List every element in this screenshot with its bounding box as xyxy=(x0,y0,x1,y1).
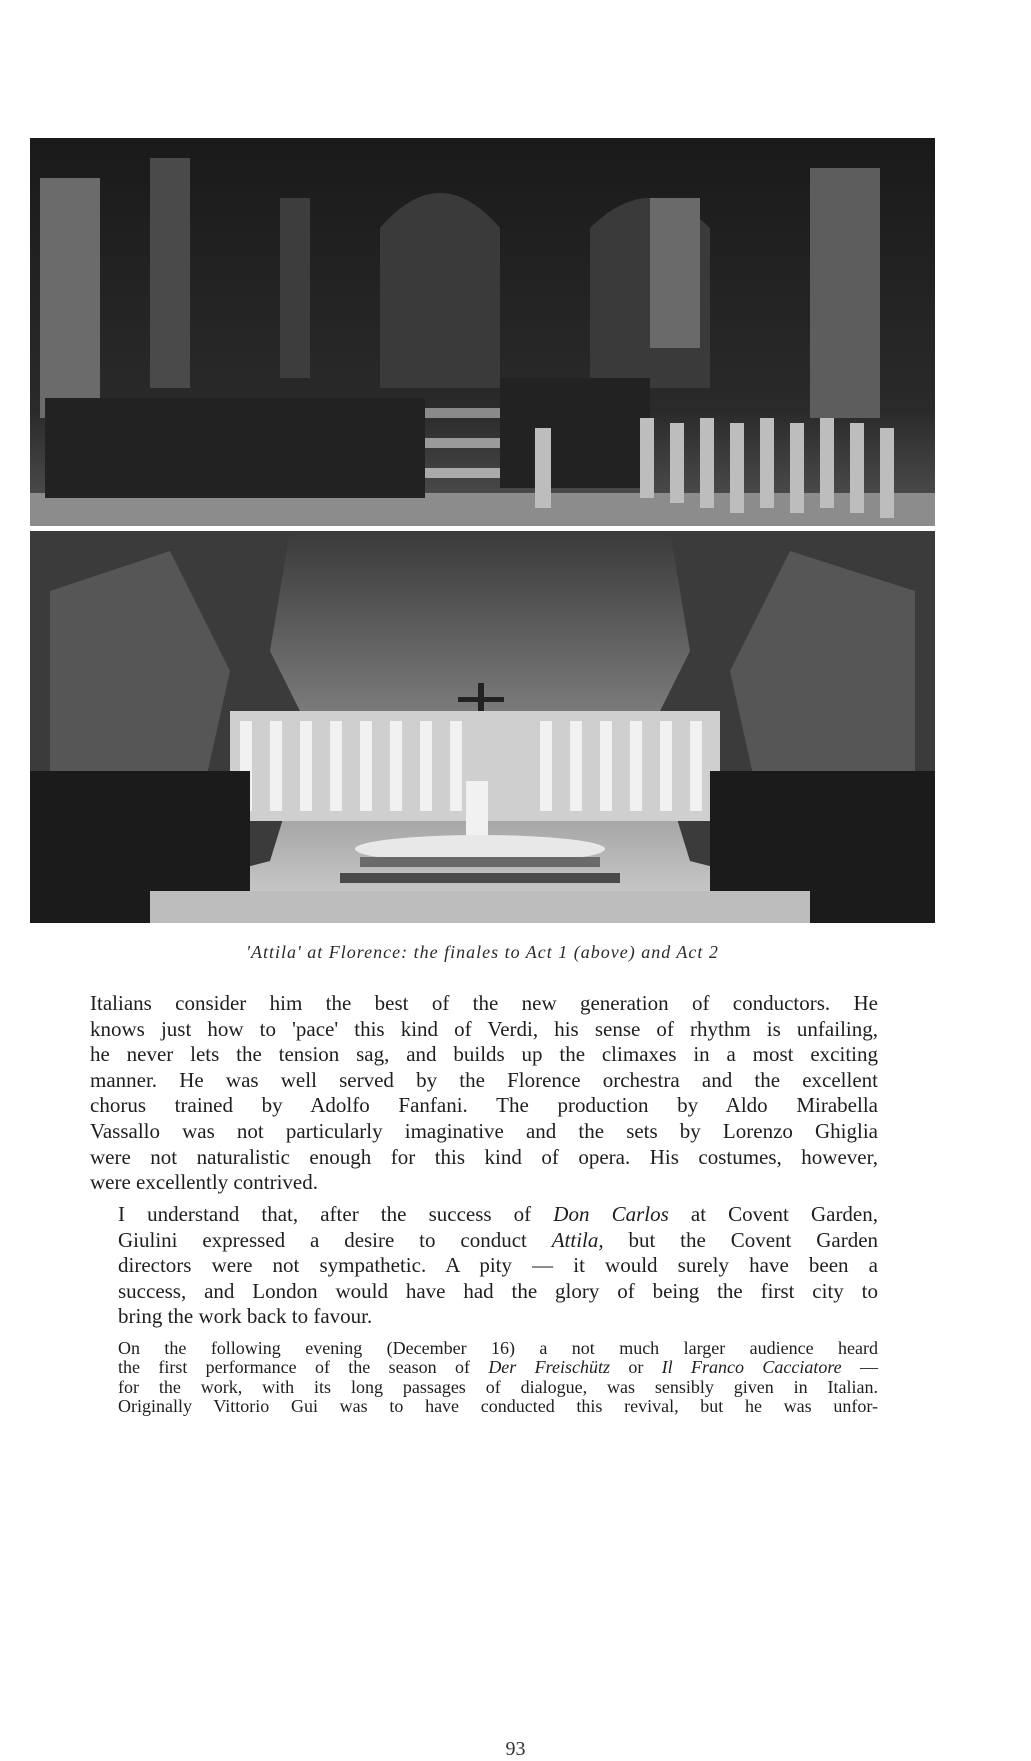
page-number: 93 xyxy=(505,1738,526,1760)
body-paragraph-3 xyxy=(90,1339,878,1417)
text-line: Originally Vittorio Gui was to have conducted this revival, but he was unfor- xyxy=(118,1396,878,1417)
text-line: I understand that, after the success of Don Carlos at Covent Garden, xyxy=(118,1202,879,1226)
text-line: success, and London would have had the glory of being the first city to xyxy=(118,1278,878,1303)
text-line: directors were not sympathetic. A pity — it would surely have been a xyxy=(118,1253,878,1278)
text-line: chorus trained by Adolfo Fanfani. The production by Aldo Mirabella xyxy=(90,1093,878,1118)
stage-photo-act2 xyxy=(30,531,935,923)
stage-photo-act1 xyxy=(30,138,935,526)
text-line: for the work, with its long passages of dialogue, was sensibly given in Italian. xyxy=(118,1376,878,1397)
text-line: Vassallo was not particularly imaginative and the sets by Lorenzo Ghiglia xyxy=(90,1118,878,1143)
text-line: knows just how to 'pace' this kind of Verdi, his sense of rhythm is unfailing, xyxy=(90,1016,878,1041)
text-line: were not naturalistic enough for this kind of opera. His costumes, however, xyxy=(90,1144,878,1169)
text-line: were excellently contrived. xyxy=(90,1170,318,1195)
photo-act1-finale xyxy=(30,138,935,526)
text-line: the first performance of the season of Der Freischütz or Il Franco Cacciatore — xyxy=(118,1357,878,1378)
text-line: Italians consider him the best of the new generation of conductors. He xyxy=(90,991,878,1015)
text-line: bring the work back to favour. xyxy=(118,1304,373,1329)
text-line: On the following evening (December 16) a not much larger audience heard xyxy=(118,1338,878,1358)
photo-act2-finale xyxy=(30,531,935,923)
figure-caption: 'Attila' at Florence: the finales to Act 1 (above) and Act 2 xyxy=(246,942,719,962)
body-paragraph-1 xyxy=(90,991,878,1196)
body-paragraph-2 xyxy=(90,1202,878,1330)
text-line: Giulini expressed a desire to conduct Attila, but the Covent Garden xyxy=(118,1227,879,1252)
text-line: he never lets the tension sag, and builds up the climaxes in a most exciting xyxy=(90,1042,878,1067)
text-line: manner. He was well served by the Florence orchestra and the excellent xyxy=(90,1067,878,1092)
